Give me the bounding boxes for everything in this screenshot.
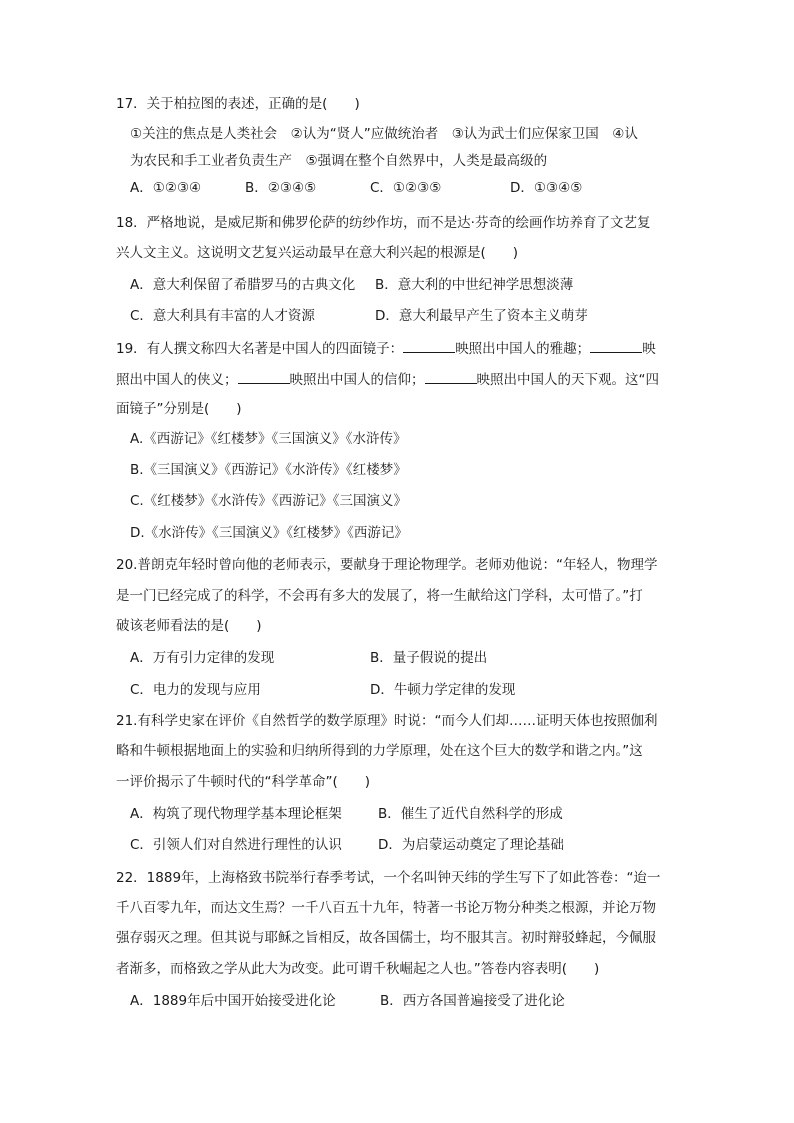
answer-blank-4[interactable] xyxy=(425,370,477,384)
question-19-stem-line-2 xyxy=(116,370,659,389)
question-20-stem-line-3: 破该老师看法的是( ) xyxy=(116,618,262,634)
question-17-option-d[interactable]: D．①③④⑤ xyxy=(510,180,583,196)
question-18-option-b[interactable]: B．意大利的中世纪神学思想淡薄 xyxy=(375,277,574,293)
question-20-option-a[interactable]: A．万有引力定律的发现 xyxy=(130,650,275,666)
question-20-option-c[interactable]: C．电力的发现与应用 xyxy=(130,682,261,698)
question-20-option-b[interactable]: B．量子假说的提出 xyxy=(370,650,488,666)
question-18-option-c[interactable]: C．意大利具有丰富的人才资源 xyxy=(130,308,315,324)
question-19-option-b[interactable]: B.《三国演义》《西游记》《水浒传》《红楼梦》 xyxy=(130,462,407,478)
question-22-option-a[interactable]: A．1889年后中国开始接受进化论 xyxy=(130,993,336,1009)
question-17-statements-line-2: 为农民和手工业者负责生产 ⑤强调在整个自然界中，人类是最高级的 xyxy=(130,153,548,169)
question-17-statements-line-1: ①关注的焦点是人类社会 ②认为“贤人”应做统治者 ③认为武士们应保家卫国 ④认 xyxy=(130,126,638,142)
question-21-option-c[interactable]: C．引领人们对自然进行理性的认识 xyxy=(130,837,342,853)
question-19-stem-line-1 xyxy=(116,339,656,358)
question-22-option-b[interactable]: B．西方各国普遍接受了进化论 xyxy=(380,993,565,1009)
question-22-stem-line-1: 22．1889年，上海格致书院举行春季考试，一个名叫钟天纬的学生写下了如此答卷：“迨一 xyxy=(116,870,661,886)
question-20-option-d[interactable]: D．牛顿力学定律的发现 xyxy=(370,682,516,698)
question-21-stem-line-3: 一评价揭示了牛顿时代的“科学革命”( ) xyxy=(116,774,371,790)
question-19-option-d[interactable]: D.《水浒传》《三国演义》《红楼梦》《西游记》 xyxy=(130,525,408,541)
question-19-stem-part-1: 19．有人撰文称四大名著是中国人的四面镜子： xyxy=(116,341,404,357)
answer-blank-1[interactable] xyxy=(403,339,455,353)
question-18-stem-line-1: 18．严格地说，是威尼斯和佛罗伦萨的纺纱作坊，而不是达·芬奇的绘画作坊养育了文艺复 xyxy=(116,215,651,231)
question-19-stem-part-2: 映照出中国人的雅趣； xyxy=(455,341,591,357)
question-17-option-c[interactable]: C．①②③⑤ xyxy=(370,180,442,196)
question-17-option-a[interactable]: A．①②③④ xyxy=(130,180,202,196)
question-22-stem-line-4: 者渐多，而格致之学从此大为改变。此可谓千秋崛起之人也。”答卷内容表明( ) xyxy=(116,961,600,977)
question-18-option-d[interactable]: D．意大利最早产生了资本主义萌芽 xyxy=(375,308,588,324)
question-19-stem-part-6: 映照出中国人的天下观。这“四 xyxy=(476,372,659,388)
answer-blank-3[interactable] xyxy=(238,370,290,384)
question-19-stem-part-3: 映 xyxy=(642,341,656,357)
question-21-stem-line-1: 21.有科学史家在评价《自然哲学的数学原理》时说：“而今人们却……证明天体也按照伽利 xyxy=(116,713,658,729)
question-21-option-a[interactable]: A．构筑了现代物理学基本理论框架 xyxy=(130,806,342,822)
question-19-option-a[interactable]: A.《西游记》《红楼梦》《三国演义》《水浒传》 xyxy=(130,431,407,447)
question-17-option-b[interactable]: B．②③④⑤ xyxy=(245,180,317,196)
question-18-option-a[interactable]: A．意大利保留了希腊罗马的古典文化 xyxy=(130,277,356,293)
question-19-stem-line-3: 面镜子”分别是( ) xyxy=(116,401,242,417)
question-20-stem-line-2: 是一门已经完成了的科学，不会再有多大的发展了，将一生献给这门学科，太可惜了。”打 xyxy=(116,588,643,604)
question-21-option-d[interactable]: D．为启蒙运动奠定了理论基础 xyxy=(378,837,564,853)
question-18-stem-line-2: 兴人文主义。这说明文艺复兴运动最早在意大利兴起的根源是( ) xyxy=(116,245,519,261)
question-17-stem: 17．关于柏拉图的表述，正确的是( ) xyxy=(116,96,360,112)
question-19-option-c[interactable]: C.《红楼梦》《水浒传》《西游记》《三国演义》 xyxy=(130,493,407,509)
question-21-option-b[interactable]: B．催生了近代自然科学的形成 xyxy=(378,806,563,822)
answer-blank-2[interactable] xyxy=(590,339,642,353)
question-21-stem-line-2: 略和牛顿根据地面上的实验和归纳所得到的力学原理，处在这个巨大的数学和谐之内。”这 xyxy=(116,743,643,759)
question-19-stem-part-5: 映照出中国人的信仰； xyxy=(289,372,425,388)
question-19-stem-part-4: 照出中国人的侠义； xyxy=(116,372,238,388)
question-22-stem-line-2: 千八百零九年，而达文生焉？一千八百五十九年，特著一书论万物分种类之根源，并论万物 xyxy=(116,900,656,916)
question-20-stem-line-1: 20.普朗克年轻时曾向他的老师表示，要献身于理论物理学。老师劝他说：“年轻人，物理学 xyxy=(116,557,658,573)
question-22-stem-line-3: 强存弱灭之理。但其说与耶稣之旨相反，故各国儒士，均不服其言。初时辩驳蜂起，今佩服 xyxy=(116,930,656,946)
